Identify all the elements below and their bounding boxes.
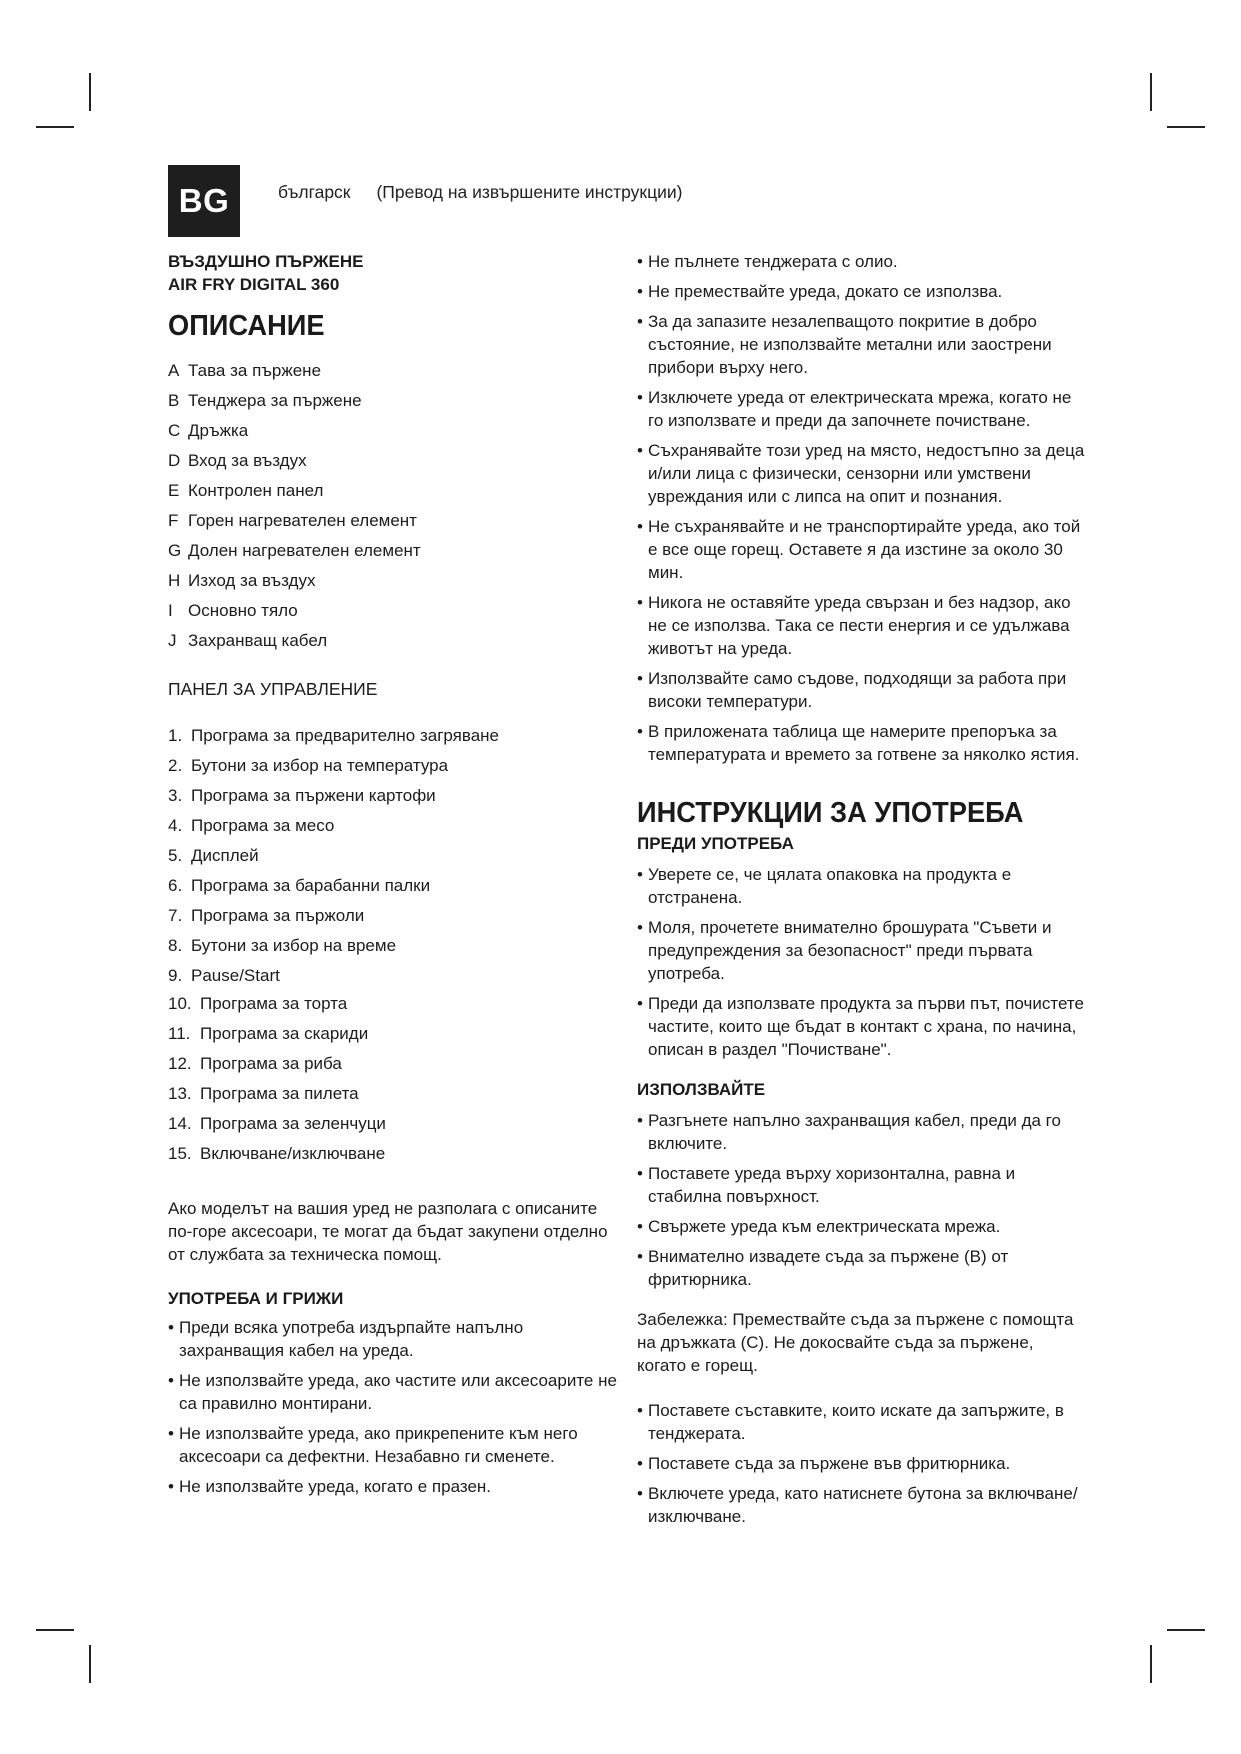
control-item: [168, 814, 618, 844]
bullet-item: • Преди всяка употреба издърпайте напълно захранващия кабел на уреда.: [168, 1316, 618, 1362]
description-title: ОПИСАНИЕ: [168, 310, 325, 342]
language-header: [278, 182, 682, 203]
control-item: [168, 1052, 618, 1082]
description-letter: B: [168, 391, 180, 410]
bullet-item: • В приложената таблица ще намерите препоръка за температурата и времето за готвене за няколко ястия.: [637, 720, 1087, 766]
right-column: [637, 250, 1087, 1535]
care-list: [637, 250, 1087, 766]
control-number: 15.: [168, 1144, 192, 1163]
description-letter: G: [168, 541, 182, 560]
control-text: Програма за пържоли: [191, 906, 365, 925]
control-item: [168, 1142, 618, 1172]
control-number: 14.: [168, 1114, 192, 1133]
bullet-item: • За да запазите незалепващото покритие в добро състояние, не използвайте метални или заострени прибори върху него.: [637, 310, 1087, 379]
control-number: 11.: [168, 1024, 191, 1043]
bullet-item: • Внимателно извадете съда за пържене (B) от фритюрника.: [637, 1245, 1087, 1291]
bullet-item: • Моля, прочетете внимателно брошурата "Съвети и предупреждения за безопасност" преди първата употреба.: [637, 916, 1087, 985]
crop-mark: [89, 73, 91, 111]
usage-note: Забележка: Премествайте съда за пържене с помощта на дръжката (C). Не докосвайте съда за пържене, когато е горещ.: [637, 1310, 1074, 1375]
use-care-list: [168, 1316, 618, 1498]
bullet-item: • Не пълнете тенджерата с олио.: [637, 250, 1087, 273]
bullet-item: • Не използвайте уреда, ако прикрепените към него аксесоари са дефектни. Незабавно ги сменете.: [168, 1422, 618, 1468]
description-item: [168, 359, 618, 389]
description-item: [168, 389, 618, 419]
control-item: [168, 844, 618, 874]
before-use-list: [637, 863, 1087, 1061]
description-text: Тенджера за пържене: [188, 391, 362, 410]
control-number: 10.: [168, 994, 192, 1013]
control-number: 2.: [168, 756, 183, 775]
control-number: 1.: [168, 726, 183, 745]
description-text: Тава за пържене: [188, 361, 322, 380]
control-item: [168, 934, 618, 964]
description-text: Дръжка: [188, 421, 249, 440]
language-name: българск: [278, 182, 351, 202]
control-item: [168, 992, 618, 1022]
bullet-item: • Преди да използвате продукта за първи път, почистете частите, които ще бъдат в контакт с храна, по начина, описан в раздел "Почистване".: [637, 992, 1087, 1061]
crop-mark: [89, 1645, 91, 1683]
description-letter: I: [168, 601, 173, 620]
accessory-note: Ако моделът на вашия уред не разполага с описаните по-горе аксесоари, те могат да бъдат закупени отделно от службата за техническа помощ.: [168, 1199, 608, 1264]
control-text: Програма за риба: [200, 1054, 342, 1073]
bullet-item: • Разгънете напълно захранващия кабел, преди да го включите.: [637, 1109, 1087, 1155]
description-letter: E: [168, 481, 180, 500]
bullet-item: • Свържете уреда към електрическата мрежа.: [637, 1215, 1087, 1238]
bullet-item: • Включете уреда, като натиснете бутона за включване/изключване.: [637, 1482, 1087, 1528]
description-item: [168, 569, 618, 599]
bullet-item: • Съхранявайте този уред на място, недостъпно за деца и/или лица с физически, сензорни или умствени увреждания или с липса на опит и познания.: [637, 439, 1087, 508]
control-text: Програма за барабанни палки: [191, 876, 431, 895]
description-item: [168, 509, 618, 539]
description-letter: F: [168, 511, 179, 530]
instructions-title: ИНСТРУКЦИИ ЗА УПОТРЕБА: [637, 797, 1024, 829]
crop-mark: [36, 126, 74, 128]
description-item: [168, 629, 618, 659]
control-number: 4.: [168, 816, 183, 835]
control-text: Включване/изключване: [200, 1144, 386, 1163]
control-number: 8.: [168, 936, 183, 955]
control-item: [168, 1112, 618, 1142]
crop-mark: [1150, 1645, 1152, 1683]
use-list: [637, 1109, 1087, 1291]
description-text: Изход за въздух: [188, 571, 316, 590]
control-number: 12.: [168, 1054, 192, 1073]
bullet-item: • Изключете уреда от електрическата мрежа, когато не го използвате и преди да започнете почистване.: [637, 386, 1087, 432]
description-letter: A: [168, 361, 180, 380]
use-care-title: УПОТРЕБА И ГРИЖИ: [168, 1289, 344, 1308]
bullet-item: • Не използвайте уреда, ако частите или аксесоарите не са правилно монтирани.: [168, 1369, 618, 1415]
control-number: 9.: [168, 966, 183, 985]
crop-mark: [36, 1629, 74, 1631]
bullet-item: • Поставете съставките, които искате да запържите, в тенджерата.: [637, 1399, 1087, 1445]
control-text: Бутони за избор на температура: [191, 756, 449, 775]
description-item: [168, 419, 618, 449]
control-item: [168, 754, 618, 784]
control-text: Програма за скариди: [200, 1024, 369, 1043]
bullet-item: • Поставете съда за пържене във фритюрника.: [637, 1452, 1087, 1475]
control-text: Програма за торта: [200, 994, 348, 1013]
description-letter: C: [168, 421, 181, 440]
control-text: Програма за предварително загряване: [191, 726, 500, 745]
final-steps-list: [637, 1399, 1087, 1528]
control-text: Pause/Start: [191, 966, 280, 985]
control-item: [168, 724, 618, 754]
crop-mark: [1167, 126, 1205, 128]
product-title-line2: AIR FRY DIGITAL 360: [168, 275, 340, 294]
control-panel-list: [168, 724, 618, 1172]
before-use-title: ПРЕДИ УПОТРЕБА: [637, 834, 794, 853]
bullet-item: • Поставете уреда върху хоризонтална, равна и стабилна повърхност.: [637, 1162, 1087, 1208]
control-item: [168, 784, 618, 814]
translation-note: (Превод на извършените инструкции): [376, 182, 683, 202]
description-item: [168, 479, 618, 509]
description-letter: D: [168, 451, 181, 470]
description-text: Основно тяло: [188, 601, 298, 620]
product-title-line1: ВЪЗДУШНО ПЪРЖЕНЕ: [168, 252, 364, 271]
use-title: ИЗПОЛЗВАЙТЕ: [637, 1080, 766, 1099]
control-item: [168, 904, 618, 934]
control-panel-title: ПАНЕЛ ЗА УПРАВЛЕНИЕ: [168, 679, 378, 699]
control-item: [168, 1022, 618, 1052]
description-text: Вход за въздух: [188, 451, 307, 470]
description-list: [168, 359, 618, 659]
description-text: Горен нагревателен елемент: [188, 511, 417, 530]
crop-mark: [1150, 73, 1152, 111]
crop-mark: [1167, 1629, 1205, 1631]
description-item: [168, 539, 618, 569]
control-number: 6.: [168, 876, 183, 895]
description-item: [168, 449, 618, 479]
description-text: Долен нагревателен елемент: [188, 541, 421, 560]
control-item: [168, 874, 618, 904]
control-text: Програма за месо: [191, 816, 335, 835]
control-number: 5.: [168, 846, 183, 865]
bullet-item: • Никога не оставяйте уреда свързан и без надзор, ако не се използва. Така се пести енергия и се удължава животът на уреда.: [637, 591, 1087, 660]
left-column: [168, 250, 618, 1505]
control-text: Дисплей: [191, 846, 259, 865]
control-number: 3.: [168, 786, 183, 805]
bullet-item: • Използвайте само съдове, подходящи за работа при високи температури.: [637, 667, 1087, 713]
language-badge: BG: [168, 165, 240, 237]
control-item: [168, 1082, 618, 1112]
bullet-item: • Уверете се, че цялата опаковка на продукта е отстранена.: [637, 863, 1087, 909]
description-letter: H: [168, 571, 181, 590]
control-number: 13.: [168, 1084, 192, 1103]
description-item: [168, 599, 618, 629]
control-text: Бутони за избор на време: [191, 936, 397, 955]
control-text: Програма за зеленчуци: [200, 1114, 386, 1133]
control-number: 7.: [168, 906, 183, 925]
control-item: [168, 964, 618, 992]
bullet-item: • Не премествайте уреда, докато се използва.: [637, 280, 1087, 303]
description-letter: J: [168, 631, 177, 650]
control-text: Програма за пилета: [200, 1084, 359, 1103]
bullet-item: • Не съхранявайте и не транспортирайте уреда, ако той е все още горещ. Оставете я да изстине за около 30 мин.: [637, 515, 1087, 584]
description-text: Захранващ кабел: [188, 631, 328, 650]
description-text: Контролен панел: [188, 481, 324, 500]
control-text: Програма за пържени картофи: [191, 786, 436, 805]
bullet-item: • Не използвайте уреда, когато е празен.: [168, 1475, 618, 1498]
